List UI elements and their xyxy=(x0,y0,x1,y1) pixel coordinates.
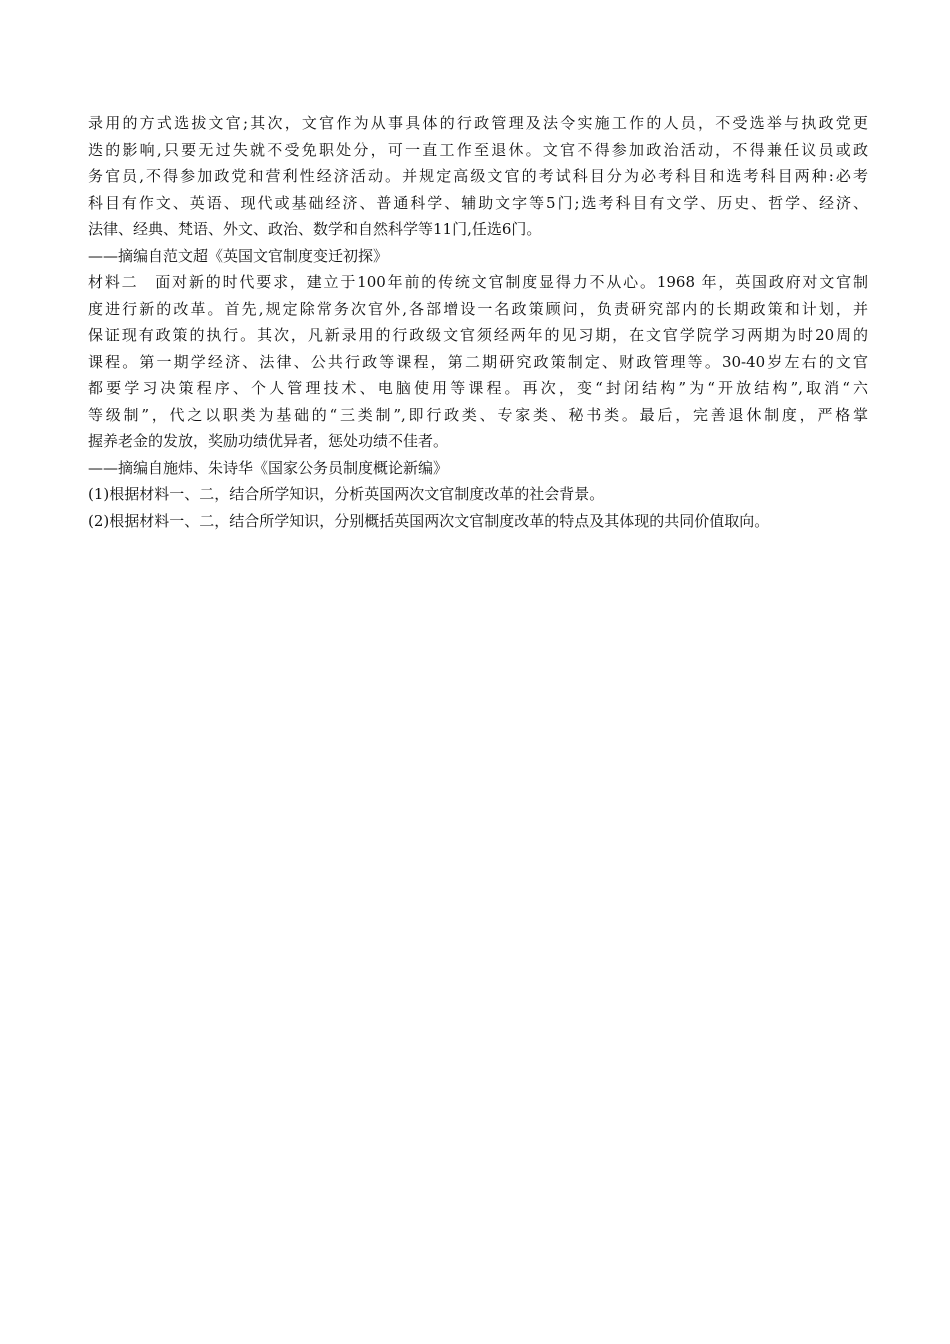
material-one-source: ——摘编自范文超《英国文官制度变迁初探》 xyxy=(88,246,389,265)
material-two-source: ——摘编自施炜、朱诗华《国家公务员制度概论新编》 xyxy=(88,458,449,477)
document-page xyxy=(88,110,868,534)
text-line: 等级制”，代之以职类为基础的“三类制”,即行政类、专家类、秘书类。最后，完善退休制度，严格掌 xyxy=(88,405,868,424)
text-line: 法律、经典、梵语、外文、政治、数学和自然科学等11门,任选6门。 xyxy=(88,220,542,238)
text-line: 科目有作文、英语、现代或基础经济、普通科学、辅助文字等5门;选考科目有文学、历史、哲学、经济、 xyxy=(88,193,868,212)
text-line: 迭的影响,只要无过失就不受免职处分，可一直工作至退休。文官不得参加政治活动，不得兼任议员或政 xyxy=(88,140,868,159)
question-two: (2)根据材料一、二，结合所学知识，分别概括英国两次文官制度改革的特点及其体现的共同价值取向。 xyxy=(88,511,770,530)
text-line: 度进行新的改革。首先,规定除常务次官外,各部增设一名政策顾问，负责研究部内的长期政策和计划，并 xyxy=(88,299,868,318)
question-one: (1)根据材料一、二，结合所学知识，分析英国两次文官制度改革的社会背景。 xyxy=(88,485,605,503)
text-line: 务官员,不得参加政党和营利性经济活动。并规定高级文官的考试科目分为必考科目和选考科目两种:必考 xyxy=(88,167,868,185)
material-one-paragraph xyxy=(88,110,868,243)
text-line: 握养老金的发放，奖励功绩优异者，惩处功绩不佳者。 xyxy=(88,432,449,450)
text-line: 保证现有政策的执行。其次，凡新录用的行政级文官须经两年的见习期，在文官学院学习两期为时20周的 xyxy=(88,326,868,344)
text-line: 课程。第一期学经济、法律、公共行政等课程，第二期研究政策制定、财政管理等。30-40岁左右的文官 xyxy=(88,352,868,371)
text-line: 录用的方式选拔文官;其次，文官作为从事具体的行政管理及法令实施工作的人员，不受选举与执政党更 xyxy=(88,114,868,132)
text-line: 都要学习决策程序、个人管理技术、电脑使用等课程。再次，变“封闭结构”为“开放结构”,取消“六 xyxy=(88,379,868,397)
text-line: 材料二 面对新的时代要求，建立于100年前的传统文官制度显得力不从心。1968 年，英国政府对文官制 xyxy=(88,273,868,291)
material-two-paragraph xyxy=(88,269,868,455)
